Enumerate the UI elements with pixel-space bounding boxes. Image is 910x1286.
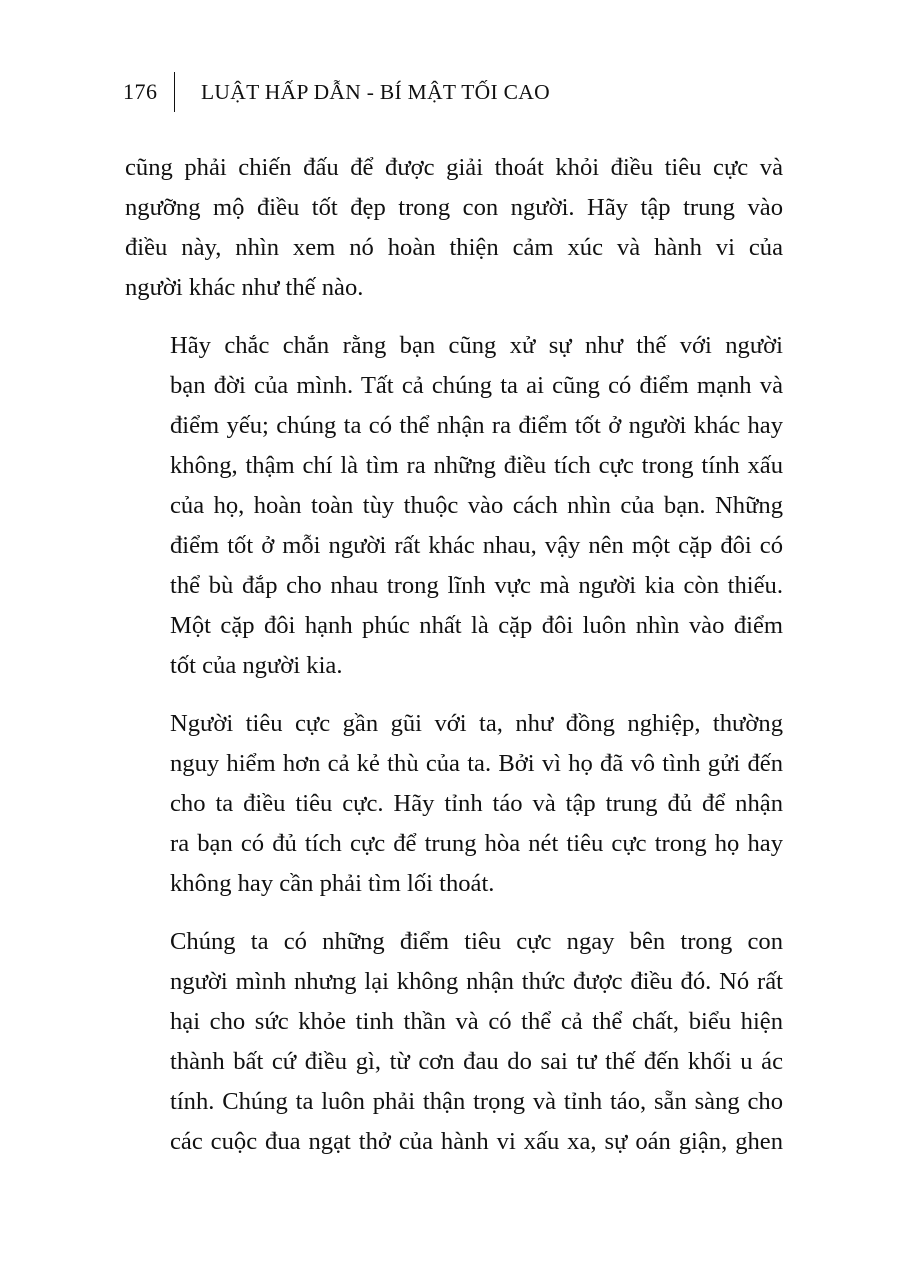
text-line: thành bất cứ điều gì, từ cơn đau do sai tư thế đến khối u ác <box>170 1048 783 1075</box>
text-line: điểm yếu; chúng ta có thể nhận ra điểm tốt ở người khác hay <box>170 412 783 439</box>
text-line: Hãy chắc chắn rằng bạn cũng xử sự như thế với người <box>170 332 783 359</box>
text-line: hại cho sức khỏe tinh thần và có thể cả thể chất, biểu hiện <box>170 1008 783 1035</box>
text-line: bạn đời của mình. Tất cả chúng ta ai cũng có điểm mạnh và <box>170 372 783 399</box>
text-line: người mình nhưng lại không nhận thức được điều đó. Nó rất <box>170 968 783 995</box>
running-header <box>123 72 550 112</box>
text-line: Một cặp đôi hạnh phúc nhất là cặp đôi luôn nhìn vào điểm <box>170 612 783 639</box>
paragraph-4 <box>125 922 783 1162</box>
text-line: cũng phải chiến đấu để được giải thoát khỏi điều tiêu cực và <box>125 154 783 181</box>
text-line: của họ, hoàn toàn tùy thuộc vào cách nhìn của bạn. Những <box>170 492 783 519</box>
text-line: thể bù đắp cho nhau trong lĩnh vực mà người kia còn thiếu. <box>170 572 783 599</box>
body-text <box>125 148 783 1180</box>
text-line: cho ta điều tiêu cực. Hãy tỉnh táo và tập trung đủ để nhận <box>170 790 783 817</box>
paragraph-2 <box>125 326 783 686</box>
text-line: Người tiêu cực gần gũi với ta, như đồng nghiệp, thường <box>170 710 783 737</box>
paragraph-1 <box>125 148 783 308</box>
text-line: điểm tốt ở mỗi người rất khác nhau, vậy nên một cặp đôi có <box>170 532 783 559</box>
text-line: tính. Chúng ta luôn phải thận trọng và tỉnh táo, sẵn sàng cho <box>170 1088 783 1115</box>
text-line: ra bạn có đủ tích cực để trung hòa nét tiêu cực trong họ hay <box>170 830 783 857</box>
text-line: ngưỡng mộ điều tốt đẹp trong con người. Hãy tập trung vào <box>125 194 783 221</box>
text-line: các cuộc đua ngạt thở của hành vi xấu xa, sự oán giận, ghen <box>170 1128 783 1155</box>
text-line: điều này, nhìn xem nó hoàn thiện cảm xúc và hành vi của <box>125 234 783 261</box>
text-line: không hay cần phải tìm lối thoát. <box>170 870 495 897</box>
text-line: người khác như thế nào. <box>125 274 364 301</box>
header-divider <box>174 72 176 112</box>
page-number: 176 <box>123 79 158 104</box>
paragraph-3 <box>125 704 783 904</box>
text-line: Chúng ta có những điểm tiêu cực ngay bên trong con <box>170 928 783 955</box>
text-line: tốt của người kia. <box>170 652 343 679</box>
book-title: LUẬT HẤP DẪN - BÍ MẬT TỐI CAO <box>201 79 550 104</box>
text-line: không, thậm chí là tìm ra những điều tích cực trong tính xấu <box>170 452 783 479</box>
text-line: nguy hiểm hơn cả kẻ thù của ta. Bởi vì họ đã vô tình gửi đến <box>170 750 783 777</box>
